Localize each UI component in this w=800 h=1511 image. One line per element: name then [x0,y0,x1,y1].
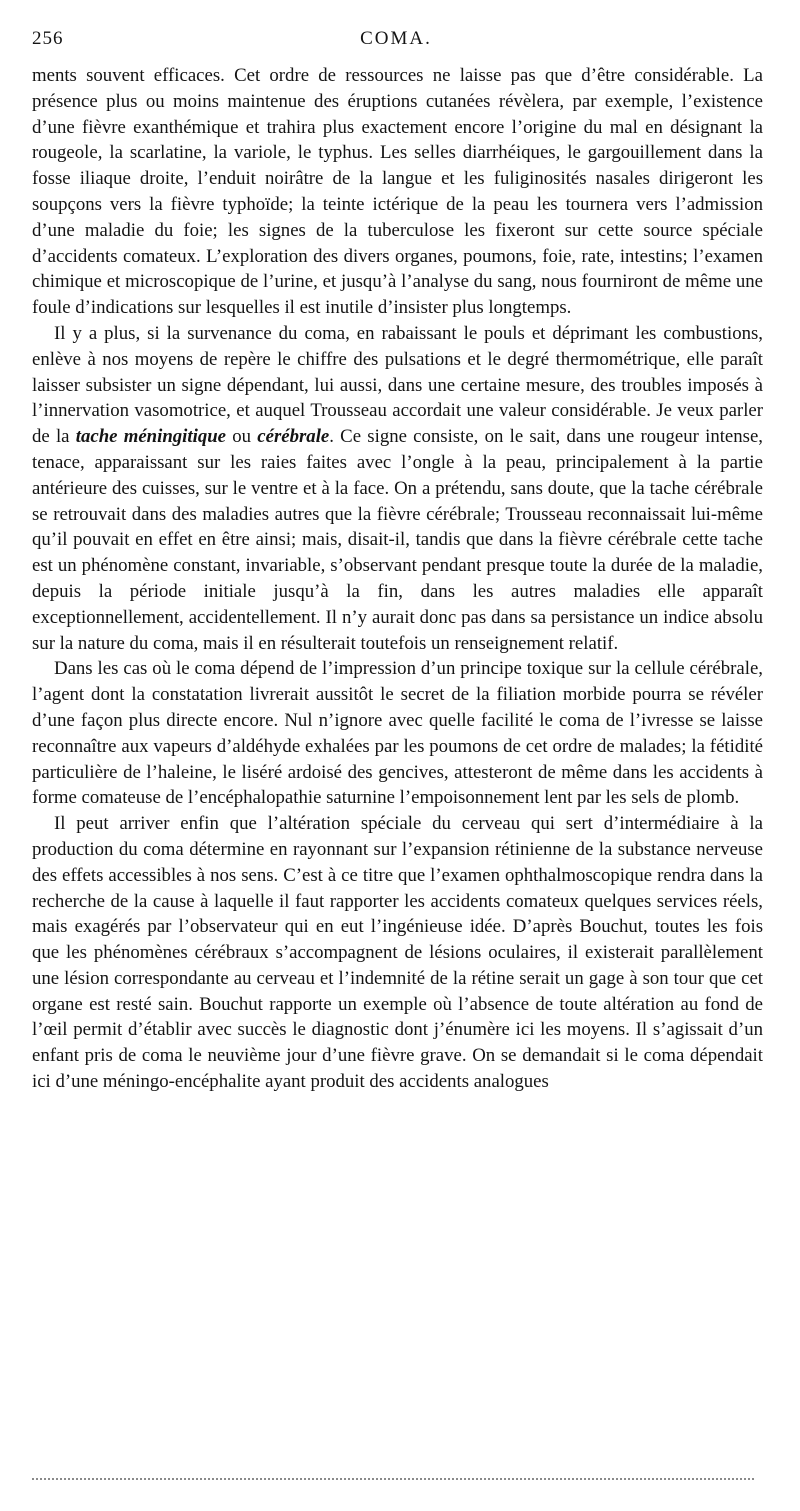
page-header [32,28,760,56]
paragraph-text: ments souvent efficaces. Cet ordre de ressources ne laisse pas que d’être considérable. La présence plus ou moins maintenue des éruptions cutanées révèlera, par exemple, l’existence d’une fièvre exanthémique et trahira plus exactement encore l’origine du mal en désignant la rougeole, la scarlatine, la variole, le typhus. Les selles diarrhéiques, le gargouillement dans la fosse iliaque droite, l’enduit noirâtre de la langue et les fuliginosités nasales dirigeront les soupçons vers la fièvre typhoïde; la teinte ictérique de la peau les tournera vers l’admission d’une maladie du foie; les signes de la tuberculose les fixeront sur cette source spéciale d’accidents comateux. L’exploration des divers organes, poumons, foie, rate, intestins; l’examen chimique et microscopique de l’urine, et jusqu’à l’analyse du sang, nous fourniront de même une foule d’indications sur lesquelles il est inutile d’insister plus longtemps. [32,65,763,319]
paragraph-text: ou [226,426,258,448]
page-number: 256 [32,28,64,49]
footer-dotted-rule [32,1478,754,1480]
paragraph-4 [32,811,763,1095]
paragraph-text: Il peut arriver enfin que l’altération spéciale du cerveau qui sert d’intermédiaire à la production du coma détermine en rayonnant sur l’expansion rétinienne de la substance nerveuse des effets accessibles à nos sens. C’est à ce titre que l’examen ophthalmoscopique rendra dans la recherche de la cause à laquelle il faut rapporter les accidents comateux quelques services réels, mais exagérés par l’observateur qui en eut l’ingénieuse idée. D’après Bouchut, toutes les fois que les phénomènes cérébraux s’accompagnent de lésions oculaires, il existerait parallèlement une lésion correspondante au cerveau et l’indemnité de la rétine serait un gage à son tour que cet organe est resté sain. Bouchut rapporte un exemple où l’absence de toute altération au fond de l’œil permit d’établir avec succès le diagnostic dont j’énumère ici les moyens. Il s’agissait d’un enfant pris de coma le neuvième jour d’une fièvre grave. On se demandait si le coma dépendait ici d’une méningo-encéphalite ayant produit des accidents analogues [32,813,763,1093]
paragraph-text: Il y a plus, si la survenance du coma, en rabaissant le pouls et déprimant les combustions, enlève à nos moyens de repère le chiffre des pulsations et le degré thermométrique, elle paraît laisser subsister un signe dépendant, lui aussi, dans une certaine mesure, des troubles imposés à l’innervation vasomotrice, et auquel Trousseau accordait une valeur considérable. Je veux parler de la [32,322,763,448]
page-body [32,63,763,1095]
paragraph-text: . Ce signe consiste, on le sait, dans une rougeur intense, tenace, apparaissant sur les raies faites avec l’ongle à la peau, principalement à la partie antérieure des cuisses, sur le ventre et à la face. On a prétendu, sans doute, que la tache cérébrale se retrouvait dans des maladies autres que la fièvre cérébrale; Trousseau reconnaissait lui-même qu’il pouvait en effet en être ainsi; mais, disait-il, tandis que dans la fièvre cérébrale cette tache est un phénomène constant, invariable, s’observant pendant presque toute la durée de la maladie, depuis la période initiale jusqu’à la fin, dans les autres maladies elle apparaît exceptionnellement, accidentellement. Il n’y aurait donc pas dans sa persistance un indice absolu sur la nature du coma, mais il en résulterait toutefois un renseignement relatif. [32,426,764,654]
running-title: COMA. [360,28,432,49]
paragraph-text: Dans les cas où le coma dépend de l’impression d’un principe toxique sur la cellule cérébrale, l’agent dont la constatation livrerait aussitôt le secret de la filiation morbide pourra se révéler d’une façon plus directe encore. Nul n’ignore avec quelle facilité le coma de l’ivresse se laisse reconnaître aux vapeurs d’aldéhyde exhalées par les poumons de cet ordre de malades; la fétidité particulière de l’haleine, le liséré ardoisé des gencives, attesteront de même dans les accidents à forme comateuse de l’encéphalopathie saturnine l’empoisonnement lent par les sels de plomb. [32,658,763,809]
emphasis-term: cérébrale [257,426,330,448]
paragraph-3 [32,656,763,811]
emphasis-term: tache méningitique [75,426,227,448]
paragraph-1 [32,63,763,321]
paragraph-2 [32,321,763,656]
